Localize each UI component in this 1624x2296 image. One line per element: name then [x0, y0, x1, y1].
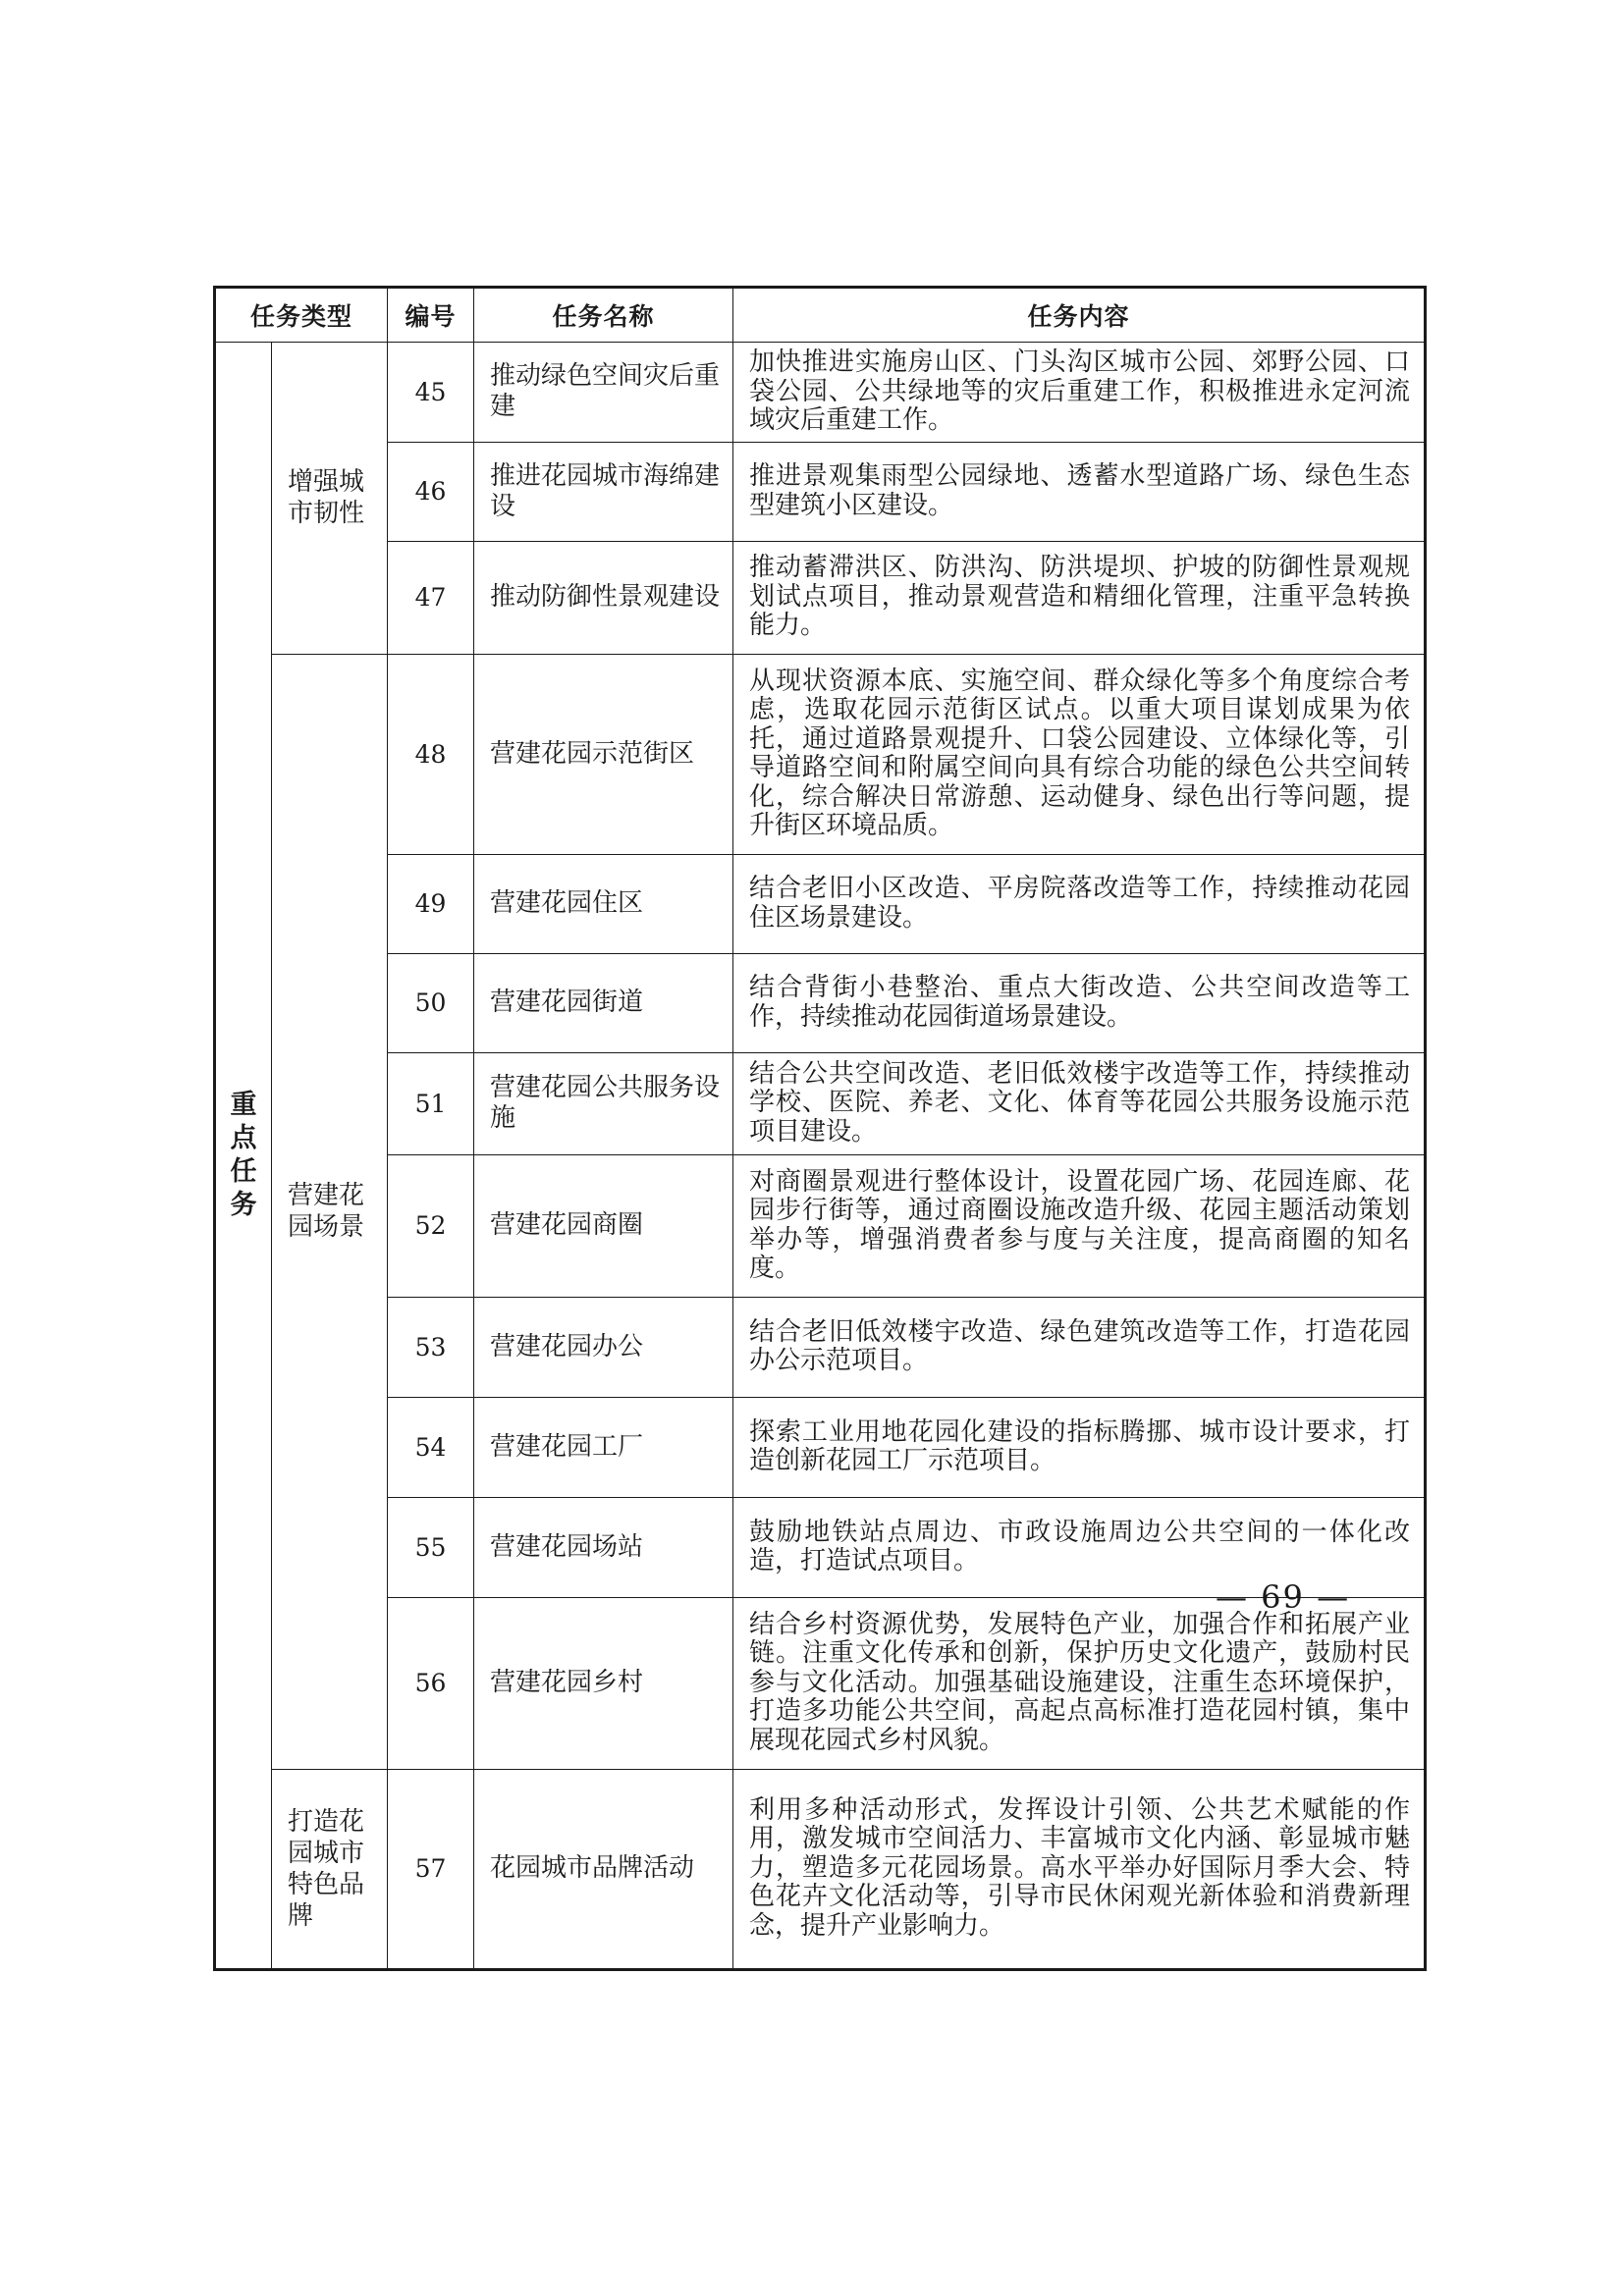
row-content: 结合背街小巷整治、重点大街改造、公共空间改造等工作，持续推动花园街道场景建设。 [733, 953, 1426, 1052]
row-content: 结合老旧低效楼宇改造、绿色建筑改造等工作，打造花园办公示范项目。 [733, 1297, 1426, 1397]
row-name: 营建花园公共服务设施 [474, 1052, 733, 1154]
table-row [215, 343, 1426, 443]
row-name: 营建花园乡村 [474, 1597, 733, 1769]
row-name: 花园城市品牌活动 [474, 1769, 733, 1969]
header-row [215, 288, 1426, 343]
row-content: 探索工业用地花园化建设的指标腾挪、城市设计要求，打造创新花园工厂示范项目。 [733, 1397, 1426, 1497]
row-name: 推动绿色空间灾后重建 [474, 343, 733, 443]
table-row [215, 1154, 1426, 1297]
row-content: 利用多种活动形式，发挥设计引领、公共艺术赋能的作用，激发城市空间活力、丰富城市文化内涵、彰显城市魅力，塑造多元花园场景。高水平举办好国际月季大会、特色花卉文化活动等，引导市民休闲观光新体验和消费新理念，提升产业影响力。 [733, 1769, 1426, 1969]
table-row [215, 442, 1426, 541]
group-label: 增强城市韧性 [272, 343, 388, 655]
row-content: 结合公共空间改造、老旧低效楼宇改造等工作，持续推动学校、医院、养老、文化、体育等花园公共服务设施示范项目建设。 [733, 1052, 1426, 1154]
row-number: 54 [388, 1397, 474, 1497]
category-cell [215, 343, 272, 1970]
table-row [215, 1769, 1426, 1969]
row-name: 营建花园街道 [474, 953, 733, 1052]
row-name: 营建花园住区 [474, 854, 733, 953]
table-row [215, 1297, 1426, 1397]
row-content: 从现状资源本底、实施空间、群众绿化等多个角度综合考虑，选取花园示范街区试点。以重大项目谋划成果为依托，通过道路景观提升、口袋公园建设、立体绿化等，引导道路空间和附属空间向具有综合功能的绿色公共空间转化，综合解决日常游憩、运动健身、绿色出行等问题，提升街区环境品质。 [733, 654, 1426, 854]
group-label: 打造花园城市特色品牌 [272, 1769, 388, 1969]
row-number: 57 [388, 1769, 474, 1969]
row-number: 45 [388, 343, 474, 443]
row-number: 50 [388, 953, 474, 1052]
row-name: 营建花园示范街区 [474, 654, 733, 854]
row-content: 鼓励地铁站点周边、市政设施周边公共空间的一体化改造，打造试点项目。 [733, 1497, 1426, 1597]
table-row [215, 854, 1426, 953]
header-task-content: 任务内容 [733, 288, 1426, 343]
table-row [215, 1597, 1426, 1769]
row-name: 营建花园工厂 [474, 1397, 733, 1497]
header-task-name: 任务名称 [474, 288, 733, 343]
row-name: 营建花园商圈 [474, 1154, 733, 1297]
table-row [215, 541, 1426, 654]
row-name: 推动防御性景观建设 [474, 541, 733, 654]
row-number: 47 [388, 541, 474, 654]
category-label: 重点任务 [230, 1089, 257, 1220]
row-number: 56 [388, 1597, 474, 1769]
row-number: 51 [388, 1052, 474, 1154]
row-content: 结合老旧小区改造、平房院落改造等工作，持续推动花园住区场景建设。 [733, 854, 1426, 953]
row-content: 结合乡村资源优势，发展特色产业，加强合作和拓展产业链。注重文化传承和创新，保护历史文化遗产，鼓励村民参与文化活动。加强基础设施建设，注重生态环境保护，打造多功能公共空间，高起点高标准打造花园村镇，集中展现花园式乡村风貌。 [733, 1597, 1426, 1769]
row-content: 推动蓄滞洪区、防洪沟、防洪堤坝、护坡的防御性景观规划试点项目，推动景观营造和精细化管理，注重平急转换能力。 [733, 541, 1426, 654]
table-row [215, 1397, 1426, 1497]
row-number: 52 [388, 1154, 474, 1297]
row-number: 55 [388, 1497, 474, 1597]
row-number: 49 [388, 854, 474, 953]
page-number: — 69 — [1216, 1578, 1351, 1616]
header-number: 编号 [388, 288, 474, 343]
row-number: 53 [388, 1297, 474, 1397]
row-content: 对商圈景观进行整体设计，设置花园广场、花园连廊、花园步行街等，通过商圈设施改造升级、花园主题活动策划举办等，增强消费者参与度与关注度，提高商圈的知名度。 [733, 1154, 1426, 1297]
task-table [213, 286, 1427, 1971]
row-number: 46 [388, 442, 474, 541]
header-task-type: 任务类型 [215, 288, 388, 343]
row-name: 推进花园城市海绵建设 [474, 442, 733, 541]
group-label: 营建花园场景 [272, 654, 388, 1769]
row-number: 48 [388, 654, 474, 854]
table-row [215, 953, 1426, 1052]
table-row [215, 654, 1426, 854]
row-name: 营建花园场站 [474, 1497, 733, 1597]
row-content: 推进景观集雨型公园绿地、透蓄水型道路广场、绿色生态型建筑小区建设。 [733, 442, 1426, 541]
row-content: 加快推进实施房山区、门头沟区城市公园、郊野公园、口袋公园、公共绿地等的灾后重建工作，积极推进永定河流域灾后重建工作。 [733, 343, 1426, 443]
table-row [215, 1052, 1426, 1154]
row-name: 营建花园办公 [474, 1297, 733, 1397]
